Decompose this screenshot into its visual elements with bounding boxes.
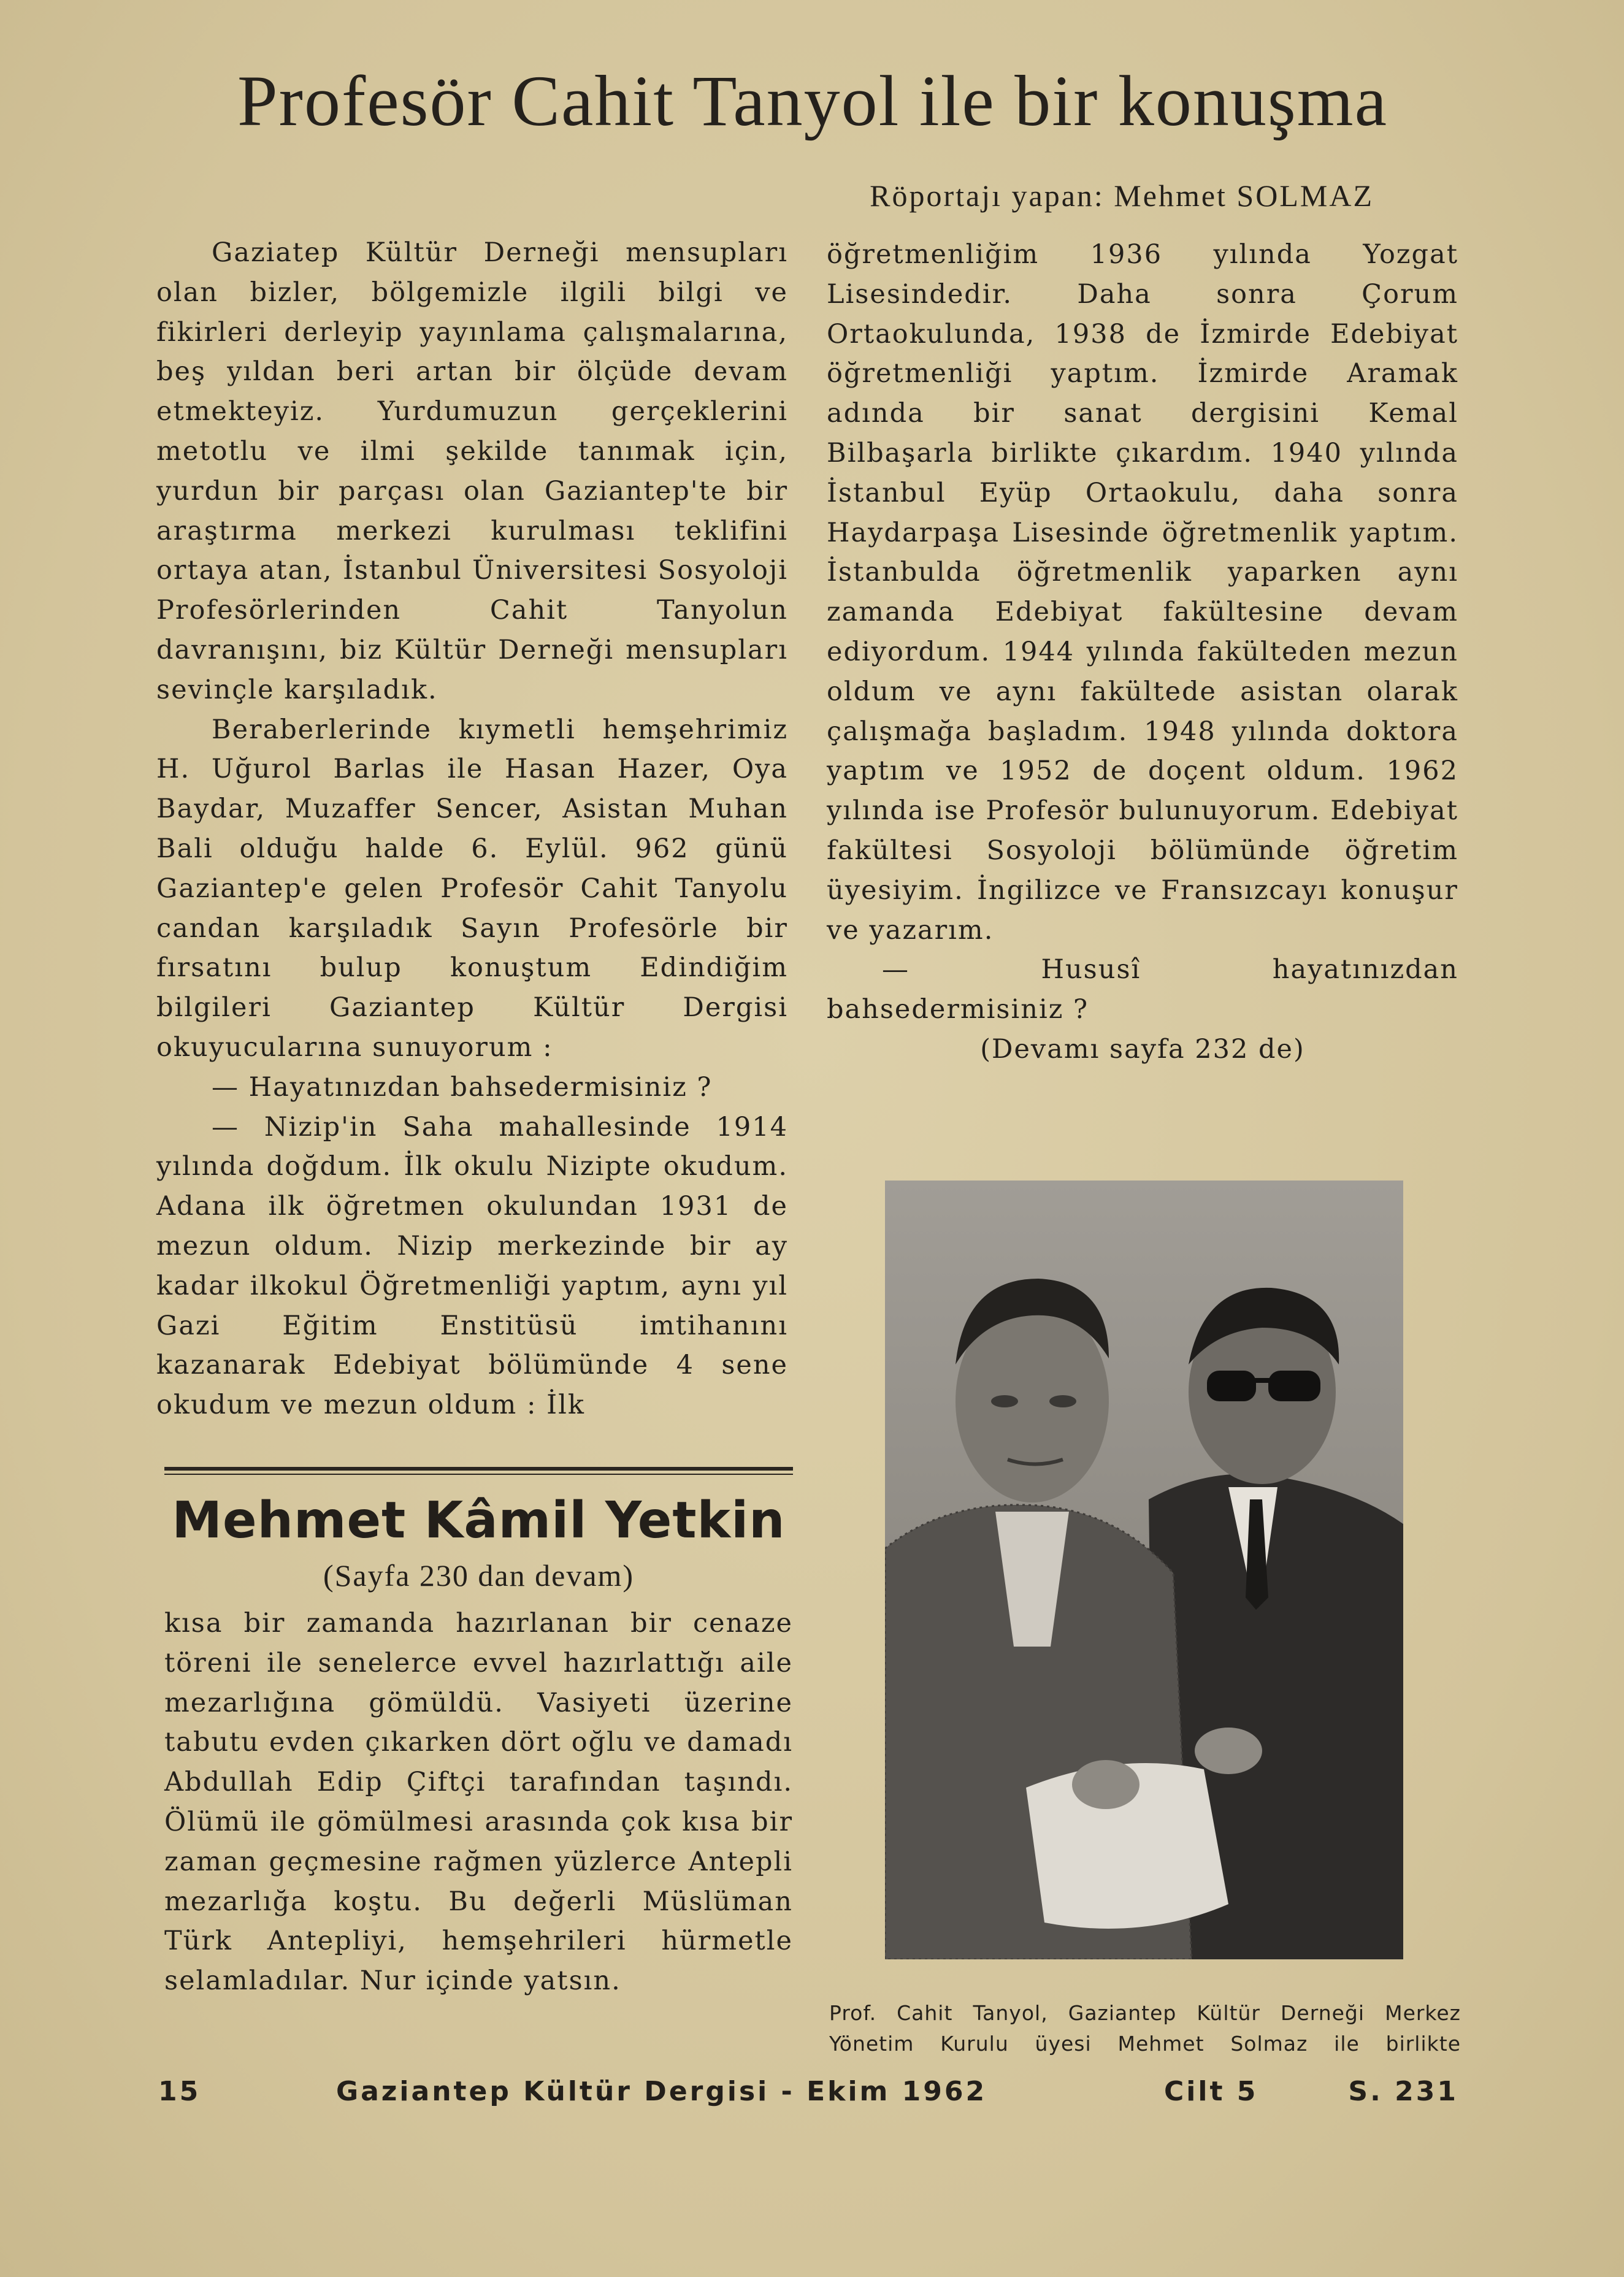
- article-byline: Röportajı yapan: Mehmet SOLMAZ: [870, 178, 1374, 213]
- intro-paragraph: Gaziatep Kültür Derneği mensupları olan bizler, bölgemizle ilgili bilgi ve fikirleri derleyip yayınlama çalışmalarına, beş yıldan beri artan bir ölçüde devam etmekteyiz. Yurdumuzun gerçeklerini metotlu ve ilmi şekilde tanımak için, yurdun bir parçası olan Gaziantep'te bir araştırma merkezi kurulması teklifini ortaya atan, İstanbul Üniversitesi Sosyoloji Profesörlerinden Cahit Tanyolun davranışını, biz Kültür Derneği mensupları sevinçle karşıladık.: [156, 237, 788, 705]
- article-left-column: [156, 233, 788, 1425]
- article-title: Profesör Cahit Tanyol ile bir konuşma: [237, 61, 1388, 141]
- photo-illustration: [885, 1181, 1403, 1959]
- question-paragraph-2: — Hususî hayatınızdan bahsedermisiniz ?: [827, 954, 1458, 1025]
- section-divider-thin: [164, 1474, 793, 1475]
- answer-paragraph: — Nizip'in Saha mahallesinde 1914 yılında doğdum. İlk okulu Nizipte okudum. Adana ilk öğretmen okulundan 1931 de mezun oldum. Nizip merkezinde bir ay kadar ilkokul Öğretmenliği yaptım, aynı yıl Gazi Eğitim Enstitüsü imtihanını kazanarak Edebiyat bölümünde 4 sene okudum ve mezun oldum : İlk: [156, 1111, 788, 1421]
- answer-continued-paragraph: öğretmenliğim 1936 yılında Yozgat Lisesindedir. Daha sonra Çorum Ortaokulunda, 1938 de İzmirde Edebiyat öğretmenliği yaptım. İzmirde Aramak adında bir sanat dergisini Kemal Bilbaşarla birlikte çıkardım. 1940 yılında İstanbul Eyüp Ortaokulu, daha sonra Haydarpaşa Lisesinde öğretmenlik yaptım. İstanbulda öğretmenlik yaparken aynı zamanda Edebiyat fakültesine devam ediyordum. 1944 yılında fakülteden mezun oldum ve aynı fakültede asistan olarak çalışmağa başladım. 1948 yılında doktora yaptım ve 1952 de doçent oldum. 1962 yılında ise Profesör bulunuyorum. Edebiyat fakültesi Sosyoloji bölümünde öğretim üyesiyim. İngilizce ve Fransızcayı konuşur ve yazarım.: [827, 239, 1458, 946]
- footer-issue-number: 15: [158, 2076, 201, 2107]
- continued-note: (Devamı sayfa 232 de): [980, 1033, 1305, 1065]
- section-subtitle: (Sayfa 230 dan devam): [323, 1558, 635, 1593]
- page-footer: [158, 2076, 1458, 2113]
- footer-volume: Cilt 5: [1164, 2076, 1258, 2107]
- section-paragraph: kısa bir zamanda hazırlanan bir cenaze töreni ile senelerce evvel hazırlattığı aile mezarlığına gömüldü. Vasiyeti üzerine tabutu evden çıkarken dört oğlu ve damadı Abdullah Edip Çiftçi tarafından taşındı. Ölümü ile gömülmesi arasında çok kısa bir zaman geçmesine rağmen yüzlerce Antepli mezarlığa koştu. Bu değerli Müslüman Türk Antepliyi, hemşehrileri hürmetle selamladılar. Nur içinde yatsın.: [164, 1608, 793, 1997]
- article-right-column: [827, 235, 1458, 1070]
- interview-photo: [885, 1181, 1403, 1959]
- section-divider-thick: [164, 1467, 793, 1471]
- photo-caption: Prof. Cahit Tanyol, Gaziantep Kültür Derneği Merkez Yönetim Kurulu üyesi Mehmet Solmaz ile birlikte: [829, 2001, 1461, 2056]
- footer-page-number: S. 231: [1348, 2076, 1458, 2107]
- visit-paragraph: Beraberlerinde kıymetli hemşehrimiz H. Uğurol Barlas ile Hasan Hazer, Oya Baydar, Muzaffer Sencer, Asistan Muhan Bali olduğu halde 6. Eylül. 962 günü Gaziantep'e gelen Profesör Cahit Tanyolu candan karşıladık Sayın Profesörle bir fırsatını bulup konuştum Edindiğim bilgileri Gaziantep Kültür Dergisi okuyucularına sunuyorum :: [156, 714, 788, 1063]
- section-text-column: [164, 1604, 793, 2001]
- question-paragraph: — Hayatınızdan bahsedermisiniz ?: [212, 1071, 713, 1103]
- footer-publication: Gaziantep Kültür Dergisi - Ekim 1962: [336, 2076, 987, 2107]
- section-title: Mehmet Kâmil Yetkin: [172, 1491, 786, 1550]
